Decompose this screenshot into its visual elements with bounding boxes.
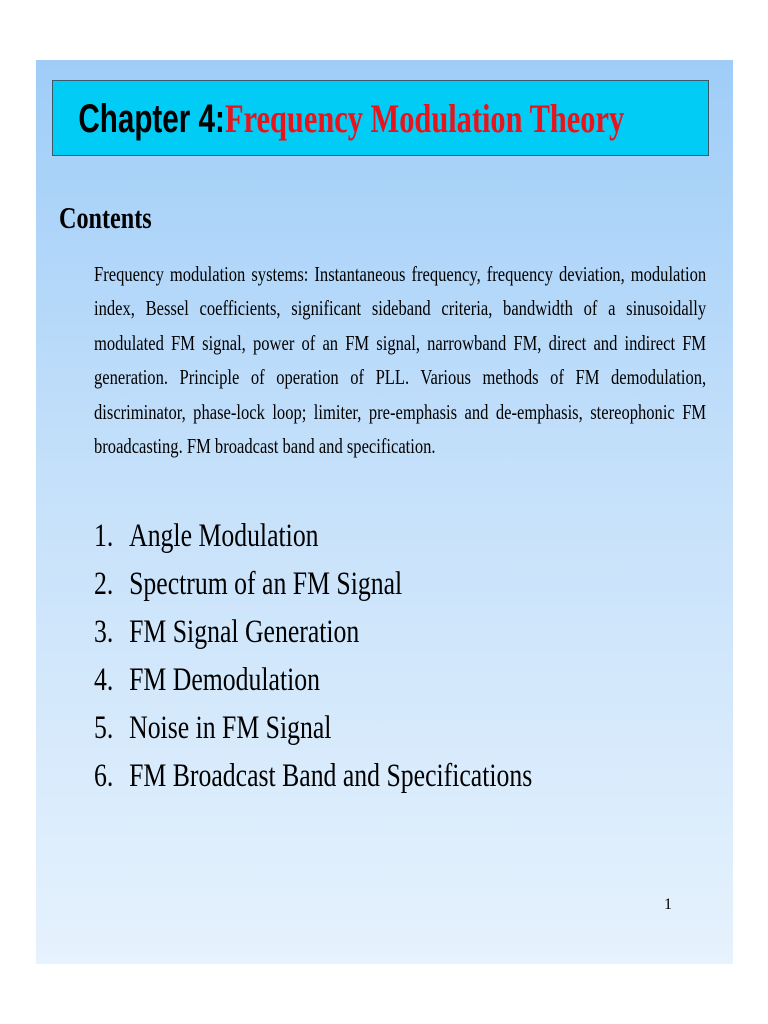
toc-item-label: FM Signal Generation (129, 614, 360, 650)
toc-item (94, 656, 656, 704)
toc-item-number: 1. (94, 518, 114, 554)
toc-item (94, 512, 656, 560)
toc-item (94, 752, 656, 800)
toc-item-label: FM Demodulation (129, 662, 321, 698)
toc-item (94, 608, 656, 656)
contents-heading: Contents (59, 200, 152, 235)
title-chapter-label: Chapter 4: (78, 96, 225, 141)
toc-item-number: 5. (94, 710, 114, 746)
table-of-contents (94, 512, 656, 800)
toc-item-number: 2. (94, 566, 114, 602)
toc-item-label: FM Broadcast Band and Specifications (129, 758, 533, 794)
page-title (36, 95, 733, 142)
contents-paragraph: Frequency modulation systems: Instantaneous frequency, frequency deviation, modulation index, Bessel coefficients, significant sideband criteria, bandwidth of a sinusoidally modulated FM signal, power of an FM signal, narrowband FM, direct and indirect FM generation. Principle of operation of PLL. Various methods of FM demodulation, discriminator, phase-lock loop; limiter, pre-emphasis and de-emphasis, stereophonic FM broadcasting. FM broadcast band and specification. (94, 262, 707, 459)
toc-item-number: 4. (94, 662, 114, 698)
title-banner (52, 80, 709, 156)
toc-item-number: 6. (94, 758, 114, 794)
toc-item-label: Angle Modulation (129, 518, 319, 554)
toc-item (94, 560, 656, 608)
slide (36, 60, 733, 964)
page-number: 1 (664, 896, 672, 913)
toc-item-label: Noise in FM Signal (129, 710, 332, 746)
toc-item-label: Spectrum of an FM Signal (129, 566, 403, 602)
toc-item-number: 3. (94, 614, 114, 650)
title-topic: Frequency Modulation Theory (224, 95, 624, 141)
toc-item (94, 704, 656, 752)
